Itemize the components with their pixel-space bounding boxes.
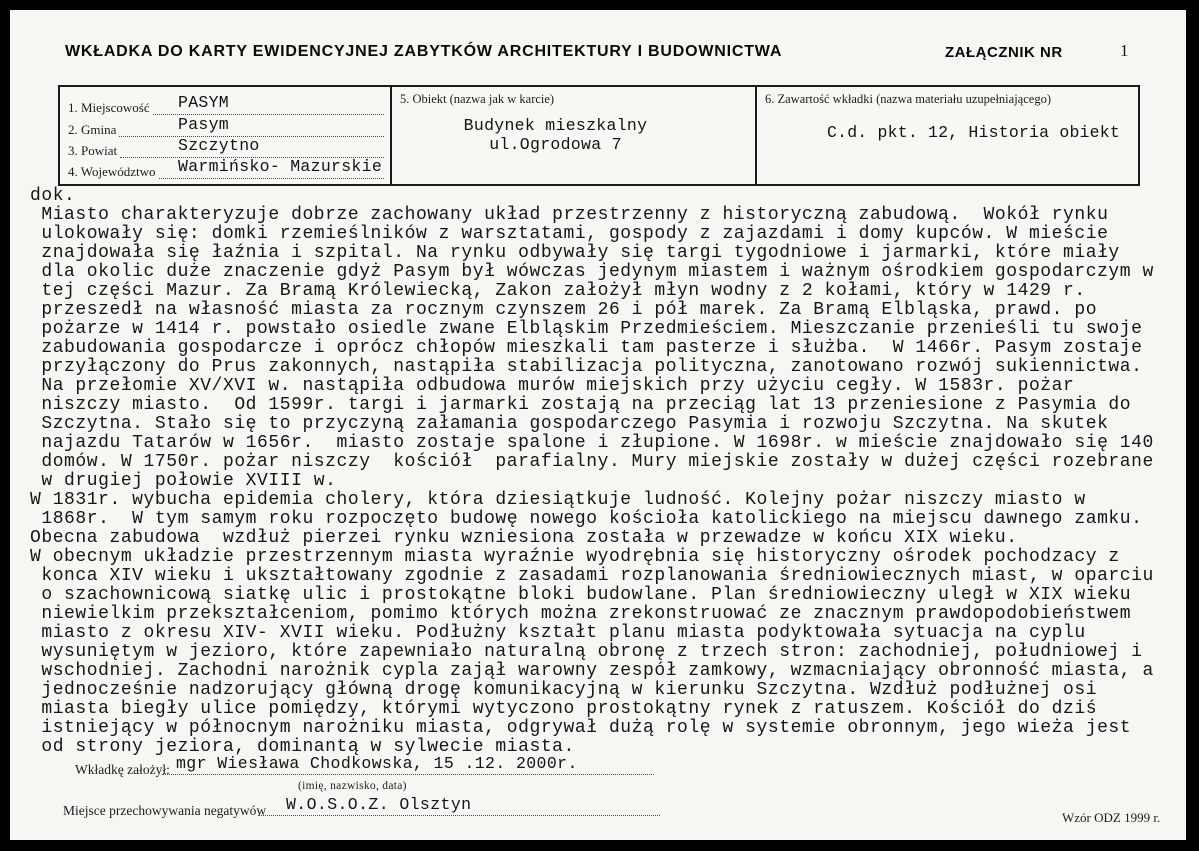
form-code: Wzór ODZ 1999 r. xyxy=(1062,810,1161,825)
field-powiat-value: Szczytno xyxy=(178,135,260,155)
contents-cell xyxy=(757,87,1138,184)
field-gmina-value: Pasym xyxy=(178,114,230,134)
negatives-dotted-line xyxy=(258,794,660,816)
field-miejscowosc-label: 1. Miejscowość xyxy=(68,100,150,116)
attachment-label: ZAŁĄCZNIK NR xyxy=(945,44,1063,61)
document-page xyxy=(10,10,1186,840)
created-by-label: Wkładkę założył: xyxy=(75,762,170,777)
field-gmina-label: 2. Gmina xyxy=(68,121,117,137)
object-cell-value: Budynek mieszkalny ul.Ogrodowa 7 xyxy=(463,116,648,154)
history-text: dok. Miasto charakteryzuje dobrze zachowany układ przestrzenny z historyczną zabudową. Wokół rynku ulokowały się: domki rzemieślników z warsztatami, gospody z zajazdami i domy kupców. W mieście znajdowała się łaźnia i szpital. Na rynku odbywały się targi tygodniowe i jarmarki, które miały dla okolic duże znaczenie gdyż Pasym był wówczas jedynym miastem i ważnym ośrodkiem gospodarczym w tej części Mazur. Za Bramą Królewiecką, Zakon założył młyn wodny z 2 kołami, który w 1429 r. przeszedł na własność miasta za rocznym czynszem 26 i pół marek. Za Bramą Elbląska, prawd. po pożarze w 1414 r. powstało osiedle zwane Elbląskim Przedmieściem. Mieszczanie przenieśli tu swoje zabudowania gospodarcze i oprócz chłopów mieszkali tam pasterze i służba. W 1466r. Pasym zostaje przyłączony do Prus zakonnych, nastąpiła stabilizacja polityczna, zanotowano rozwój sukiennictwa. Na przełomie XV/XVI w. nastąpiła odbudowa murów miejskich przy użyciu cegły. W 1583r. pożar niszczy miasto. Od 1599r. targi i jarmarki zostają na przeciąg lat 13 przeniesione z Pasymia do Szczytna. Stało się to przyczyną załamania gospodarczego Pasymia i rozwoju Szczytna. Na skutek najazdu Tatarów w 1656r. miasto zostaje spalone i złupione. W 1698r. w mieście znajdowało się 140 domów. W 1750r. pożar niszczy kościół parafialny. Mury miejskie zostały w dużej części rozebrane w drugiej połowie XVIII w. W 1831r. wybucha epidemia cholery, która dziesiątkuje ludność. Kolejny pożar niszczy miasto w 1868r. W tym samym roku rozpoczęto budowę nowego kościoła katolickiego na miejscu dawnego zamku. Obecna zabudowa wzdłuż pierzei rynku wzniesiona została w przewadze w końcu XIX wieku. W obecnym układzie przestrzennym miasta wyraźnie wyodrębnia się historyczny ośrodek pochodzacy z konca XIV wieku i ukształtowany zgodnie z zasadami rozplanowania średniowiecznych miast, w oparciu o szachownicową siatkę ulic i prostokątne bloki budowlane. Plan średniowieczny uległ w XIX wieku niewielkim przekształceniom, pomimo których można zrekonstruować ze znacznym prawdopodobieństwem miasto z okresu XIV- XVII wieku. Podłużny kształt planu miasta podyktowała sytuacja na cyplu wysuniętym w jezioro, które zapewniało naturalną obronę z trzech stron: zachodniej, południowej i wschodniej. Zachodni narożnik cypla zajął warowny zespół zamkowy, wzmacniający obronność miasta, a jednocześnie nadzorujący główną drogę komunikacyjną w kierunku Szczytna. Wzdłuż podłużnej osi miasta biegły ulice pomiędzy, którymi wytyczono prostokątny rynek z ratuszem. Kościół do dziś istniejący w północnym narożniku miasta, odgrywał dużą rolę w systemie obronnym, jego wieża jest od strony jeziora, dominantą w sylwecie miasta. xyxy=(30,186,1154,757)
attachment-number: 1 xyxy=(1120,41,1129,60)
negatives-label: Miejsce przechowywania negatywów xyxy=(63,803,267,818)
field-powiat xyxy=(68,137,384,158)
field-powiat-label: 3. Powiat xyxy=(68,142,118,158)
field-wojewodztwo xyxy=(68,158,384,179)
created-by-dotted-line xyxy=(162,752,654,775)
created-by-value: mgr Wiesława Chodkowska, 15 .12. 2000r. xyxy=(176,754,578,773)
object-cell xyxy=(392,87,757,184)
form-header-table xyxy=(58,85,1140,186)
field-gmina xyxy=(68,115,384,136)
field-miejscowosc-value: PASYM xyxy=(178,93,230,113)
field-wojewodztwo-label: 4. Województwo xyxy=(68,164,156,179)
object-cell-label: 5. Obiekt (nazwa jak w karcie) xyxy=(400,92,555,106)
location-fields-cell xyxy=(60,87,392,184)
dotted-line xyxy=(119,120,384,137)
document-title: WKŁADKA DO KARTY EWIDENCYJNEJ ZABYTKÓW ARCHITEKTURY I BUDOWNICTWA xyxy=(65,43,783,60)
field-miejscowosc xyxy=(68,94,384,115)
contents-cell-value: C.d. pkt. 12, Historia obiekt xyxy=(827,123,1120,142)
contents-cell-label: 6. Zawartość wkładki (nazwa materiału uzupełniającego) xyxy=(765,92,1051,106)
field-wojewodztwo-value: Warmińsko- Mazurskie xyxy=(178,157,383,176)
created-by-hint: (imię, nazwisko, data) xyxy=(298,780,407,792)
negatives-value: W.O.S.O.Z. Olsztyn xyxy=(286,795,472,814)
